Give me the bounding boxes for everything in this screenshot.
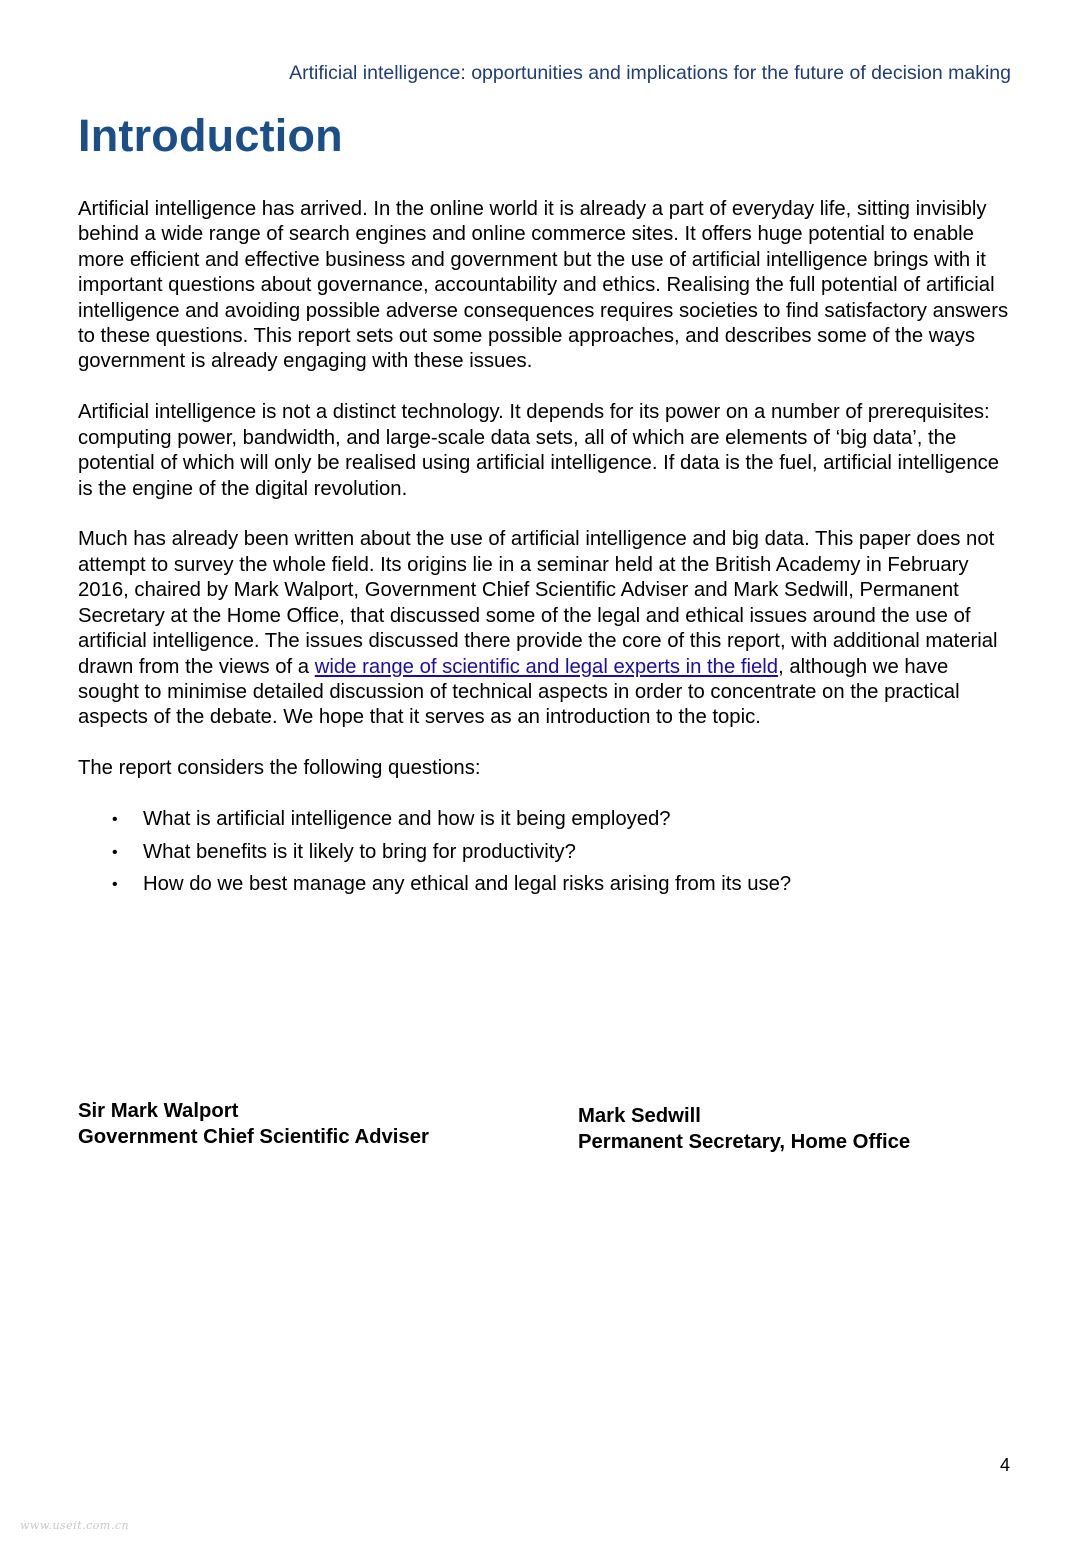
- question-text: How do we best manage any ethical and legal risks arising from its use?: [143, 872, 792, 895]
- paragraph-4: The report considers the following questions:: [78, 757, 481, 780]
- bullet-icon: •: [112, 843, 118, 861]
- signature-walport: [78, 1099, 429, 1150]
- signature-role: Permanent Secretary, Home Office: [578, 1130, 911, 1153]
- watermark: www.useit.com.cn: [20, 1519, 130, 1532]
- question-list: [78, 807, 1013, 897]
- paragraph-3-text-before-link: Much has already been written about the use of artificial intelligence and big data. This paper does not attempt to survey the whole field. Its origins lie in a seminar held at the British Academy in February 2016, chaired by Mark Walport, Government Chief Scientific Adviser and Mark Sedwill, Permanent Secretary at the Home Office, that discussed some of the legal and ethical issues around the use of artificial intelligence. The issues discussed there provide the core of this report, with additional material drawn from the views of a: [78, 528, 998, 678]
- signature-name: Mark Sedwill: [578, 1105, 701, 1127]
- body-text: [78, 197, 1013, 904]
- page-number: 4: [1000, 1455, 1011, 1475]
- paragraph-2: Artificial intelligence is not a distinct technology. It depends for its power on a number of prerequisites: computing power, bandwidth, and large-scale data sets, all of which are elements of ‘big data’, the potential of which will only be realised using artificial intelligence. If data is the fuel, artificial intelligence is the engine of the digital revolution.: [78, 401, 1000, 500]
- list-item: [78, 840, 1013, 865]
- page-title: Introduction: [78, 110, 343, 161]
- signature-sedwill: [578, 1104, 910, 1155]
- signature-name: Sir Mark Walport: [78, 1100, 239, 1122]
- experts-link[interactable]: wide range of scientific and legal experts in the field: [314, 655, 779, 678]
- question-text: What is artificial intelligence and how is it being employed?: [143, 808, 671, 831]
- paragraph-1: Artificial intelligence has arrived. In the online world it is already a part of everyday life, sitting invisibly behind a wide range of search engines and online commerce sites. It offers huge potential to enable more efficient and effective business and government but the use of artificial intelligence brings with it important questions about governance, accountability and ethics. Realising the full potential of artificial intelligence and avoiding possible adverse consequences requires societies to find satisfactory answers to these questions. This report sets out some possible approaches, and describes some of the ways government is already engaging with these issues.: [78, 198, 1009, 373]
- running-header: Artificial intelligence: opportunities and implications for the future of decision making: [289, 62, 1011, 84]
- question-text: What benefits is it likely to bring for productivity?: [143, 840, 576, 863]
- paragraph-3: [78, 527, 1013, 730]
- paragraph-3-text-after-link: , although we have sought to minimise detailed discussion of technical aspects in order to concentrate on the practical aspects of the debate. We hope that it serves as an introduction to the topic.: [78, 655, 960, 729]
- list-item: [78, 807, 1013, 832]
- signature-role: Government Chief Scientific Adviser: [78, 1125, 429, 1148]
- bullet-icon: •: [112, 811, 118, 829]
- list-item: [78, 872, 1013, 897]
- bullet-icon: •: [112, 875, 118, 893]
